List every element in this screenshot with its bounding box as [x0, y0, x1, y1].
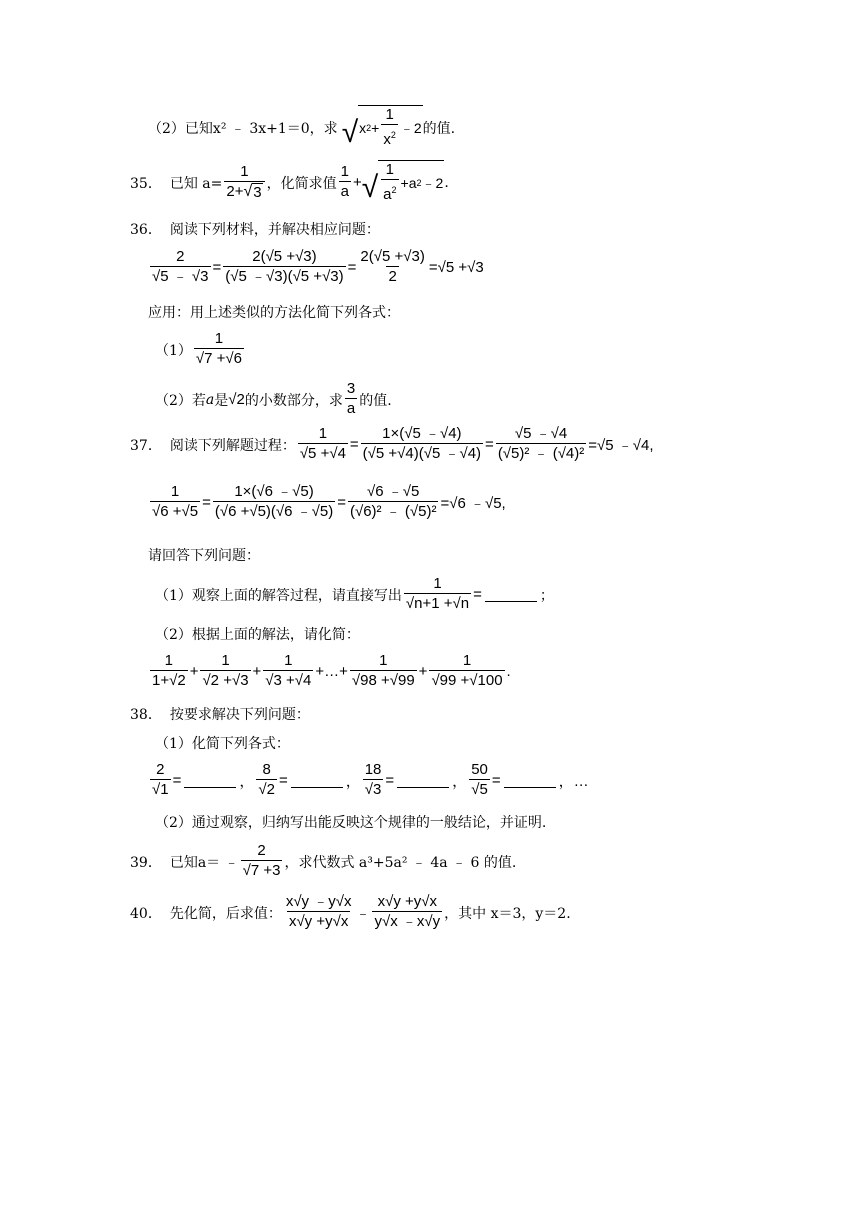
q35-text2: ，化简求值 [266, 175, 337, 192]
fraction: 1 2+ √ 3 [224, 163, 264, 202]
q37-part-2: （2）根据上面的解法，请化简： [155, 627, 360, 643]
answer-blank[interactable] [485, 587, 537, 602]
question-number: 37． [130, 437, 162, 454]
q35-tail: . [444, 174, 449, 191]
q37-sum-expression: $\frac{1}{1+√2}$ + $\frac{1}{√2 +√3}$ + $\frac{1}{√3 +√4}$ +…+ $\frac{1}{√98 +√99}$ + $\frac{1}{√99 +√100}$ . [152, 652, 511, 689]
question-35: 35． 已知 a= 1 2+ √ 3 ，化简求值 $\frac{1}{a}$ + √ $\frac{1}{a^2}$ +a 2 ﹣2 . [130, 161, 449, 204]
answer-blank[interactable] [291, 773, 343, 788]
q37-formula-2: $\frac{1}{√6 +√5}$ = $\frac{1\times(√6 ﹣√5)}{(√6 +√5)(√6 ﹣√5)}$ = $\frac{√6 ﹣√5}{\text{(√6)² ﹣ (√5)²}}$ =√6 ﹣√5, [152, 483, 506, 520]
answer-blank[interactable] [184, 773, 236, 788]
question-number: 38． [130, 707, 162, 723]
answer-blank[interactable] [504, 773, 556, 788]
question-number: 36． [130, 222, 162, 238]
q38-part-2: （2）通过观察，归纳写出能反映这个规律的一般结论，并证明. [155, 815, 547, 831]
answer-blank[interactable] [397, 773, 449, 788]
question-40: 40． 先化简，后求值： $\frac{x√y ﹣y√x}{x√y +y√x}$ ﹣ $\frac{x√y +y√x}{y√x ﹣x√y}$ ，其中 x＝3，y＝2. [130, 893, 571, 930]
question-34-part-2 [148, 105, 455, 150]
question-39: 39． 已知 a＝ ﹣ $\frac{2}{√7 +3}$ ，求代数式 a³+5a² ﹣ 4a ﹣ 6 的值. [130, 842, 517, 879]
question-number: 39． [130, 854, 162, 871]
question-38: 38． 按要求解决下列问题： [130, 704, 310, 724]
q36-text: 阅读下列材料，并解决相应问题： [169, 222, 380, 238]
q34-label: （2）已知 [148, 120, 213, 137]
q36-apply: 应用：用上述类似的方法化简下列各式： [148, 305, 400, 321]
q38-expressions: $\frac{2}{√1}$ = ， $\frac{8}{√2}$ = ， $\frac{18}{√3}$ = ， $\frac{50}{√5}$ = ，… [152, 761, 589, 798]
q37-text: 阅读下列解题过程： [169, 437, 296, 454]
q34-tail: 的值. [422, 120, 456, 137]
q36-part-2: （2）若 a 是 √2 的小数部分，求 $\frac{3}{a}$ 的值. [155, 380, 392, 417]
question-number: 35． [130, 175, 162, 192]
fraction: $\frac{1}{a}$ [340, 163, 349, 200]
question-37: 37． 阅读下列解题过程： $\frac{1}{√5 +√4}$ = $\frac{1\times(√5 ﹣√4)}{(√5 +√4)(√5 ﹣√4)}$ = $\frac{√5 ﹣√4}{\text{(√5)² ﹣ (√4)²}}$ =√5 ﹣√4, [130, 425, 654, 462]
q38-part-1: （1）化简下列各式： [155, 736, 290, 752]
question-36 [130, 219, 380, 239]
q36-material-formula: $\frac{2}{√5 ﹣ √3}$ = $\frac{2(√5 +√3)}{(√5 ﹣√3)(√5 +√3)}$ = $\frac{2(√5 +√3)}{2}$ =√5 +√3 [152, 248, 484, 285]
sqrt-expression: √ x 2 + $\frac{1}{x^2}$ ﹣2 [341, 106, 422, 149]
q37-prompt: 请回答下列问题： [148, 548, 260, 564]
q36-part-1: （1） $\frac{1}{√7 +√6}$ [155, 330, 242, 367]
q35-text1: 已知 a= [169, 175, 223, 192]
question-number: 40． [130, 905, 162, 922]
q34-equation: x² ﹣ 3x+1＝0，求 [212, 120, 338, 137]
sqrt-expression: √ $\frac{1}{a^2}$ +a 2 ﹣2 [361, 161, 444, 204]
q37-part-1: （1）观察上面的解答过程，请直接写出 $\frac{1}{√n+1 +√n}$ = ； [155, 575, 554, 612]
